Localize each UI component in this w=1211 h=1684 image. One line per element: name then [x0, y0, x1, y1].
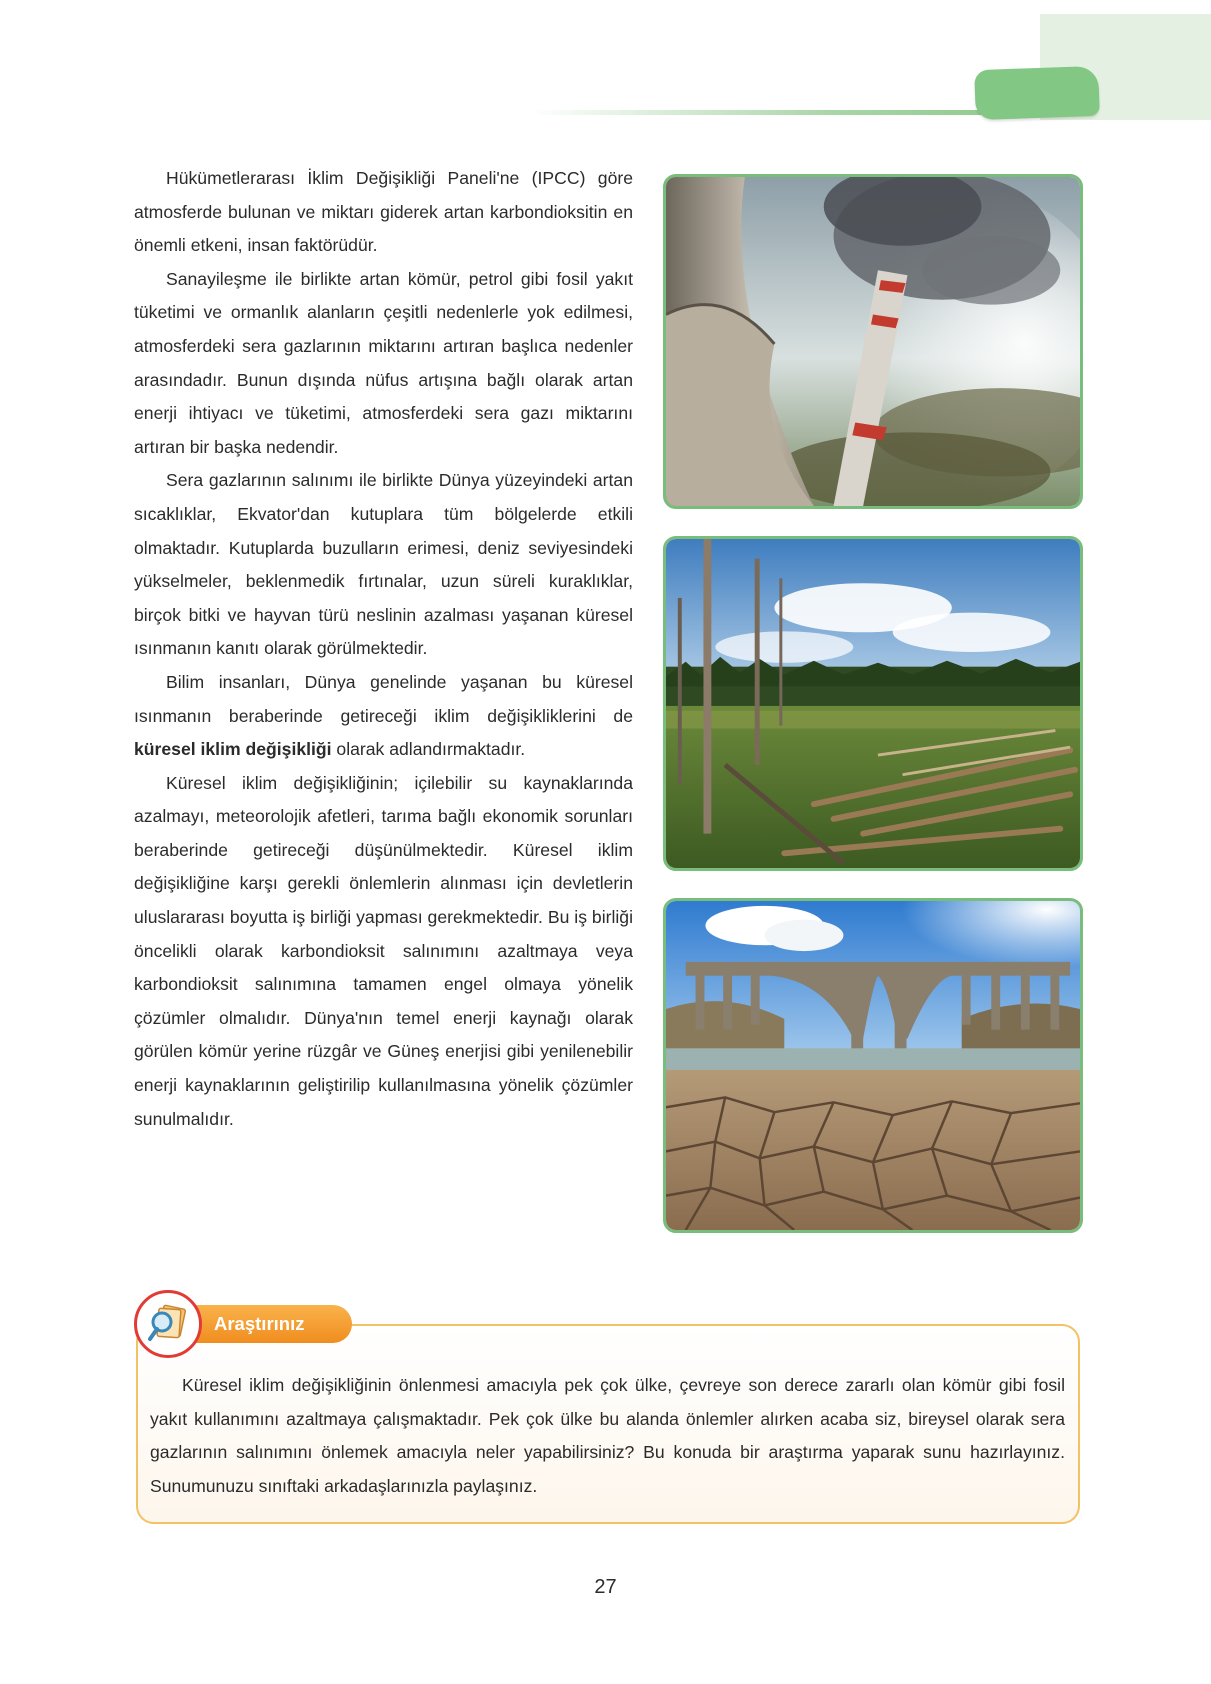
- paragraph-2: Sanayileşme ile birlikte artan kömür, petrol gibi fosil yakıt tüketimi ve ormanlık alanların çeşitli nedenlerle yok edilmesi, atmosferdeki sera gazlarının miktarını artıran başlıca nedenler arasındadır. Bunun dışında nüfus artışına bağlı olarak artan enerji ihtiyacı ve tüketimi, atmosferdeki sera gazı miktarını artıran bir başka nedendir.: [134, 268, 633, 457]
- paragraph-5: Küresel iklim değişikliğinin; içilebilir su kaynaklarında azalmayı, meteorolojik afetleri, tarıma bağlı ekonomik sorunları beraberinde getireceği düşünülmektedir. Küresel iklim değişikliğine karşı gerekli önlemlerin alınması için devletlerin uluslararası boyutta iş birliği yapması gerekmektedir. Bu iş birliği öncelikli olarak karbondioksit salınımını azaltmaya veya karbondioksit salınımına tamamen engel olmaya yönelik çözümler olmalıdır. Dünya'nın temel enerji kaynağı olarak görülen kömür yerine rüzgâr ve Güneş enerjisi gibi yenilenebilir enerji kaynaklarının geliştirilip kullanılmasına yönelik çözümler sunulmalıdır.: [134, 772, 633, 1129]
- paragraph-4-before: Bilim insanları, Dünya genelinde yaşanan bu küresel ısınmanın beraberinde getireceği iklim değişikliklerini de: [134, 671, 633, 726]
- main-text: [134, 162, 633, 1136]
- key-term: küresel iklim değişikliği: [134, 739, 332, 760]
- photo-drought: [663, 898, 1083, 1233]
- header-divider-line: [530, 110, 1030, 115]
- research-text: Küresel iklim değişikliğinin önlenmesi amacıyla pek çok ülke, çevreye son derece zararlı olan kömür gibi fosil yakıt kullanımını azaltmaya çalışmaktadır. Pek çok ülke bu alanda önlemler alırken acaba siz, bireysel olarak sera gazlarının salınımını önlemek amacıyla neler yapabilirsiniz? Bu konuda bir araştırma yaparak sunu hazırlayınız. Sunumunuzu sınıftaki arkadaşlarınızla paylaşınız.: [150, 1375, 1065, 1496]
- research-label: Araştırınız: [186, 1305, 352, 1343]
- paragraph-1: Hükümetlerarası İklim Değişikliği Paneli'ne (IPCC) göre atmosferde bulunan ve miktarı giderek artan karbondioksitin en önemli etkeni, insan faktörüdür.: [134, 168, 633, 256]
- paragraph-4: [134, 666, 633, 767]
- photo-deforestation: [663, 536, 1083, 871]
- paragraph-3: Sera gazlarının salınımı ile birlikte Dünya yüzeyindeki artan sıcaklıklar, Ekvator'dan kutuplara tüm bölgelerde etkili olmaktadır. Kutuplarda buzulların erimesi, deniz seviyesindeki yükselmeler, beklenmedik fırtınalar, uzun süreli kuraklıklar, birçok bitki ve hayvan türü neslinin azalması yaşanan küresel ısınmanın kanıtı olarak görülmektedir.: [134, 470, 633, 659]
- photo-power-plant: [663, 174, 1083, 509]
- page-number: 27: [594, 1576, 617, 1598]
- header-green-tab: [974, 66, 1100, 120]
- magnifier-book-icon: [134, 1290, 202, 1358]
- paragraph-4-after: olarak adlandırmaktadır.: [331, 739, 526, 760]
